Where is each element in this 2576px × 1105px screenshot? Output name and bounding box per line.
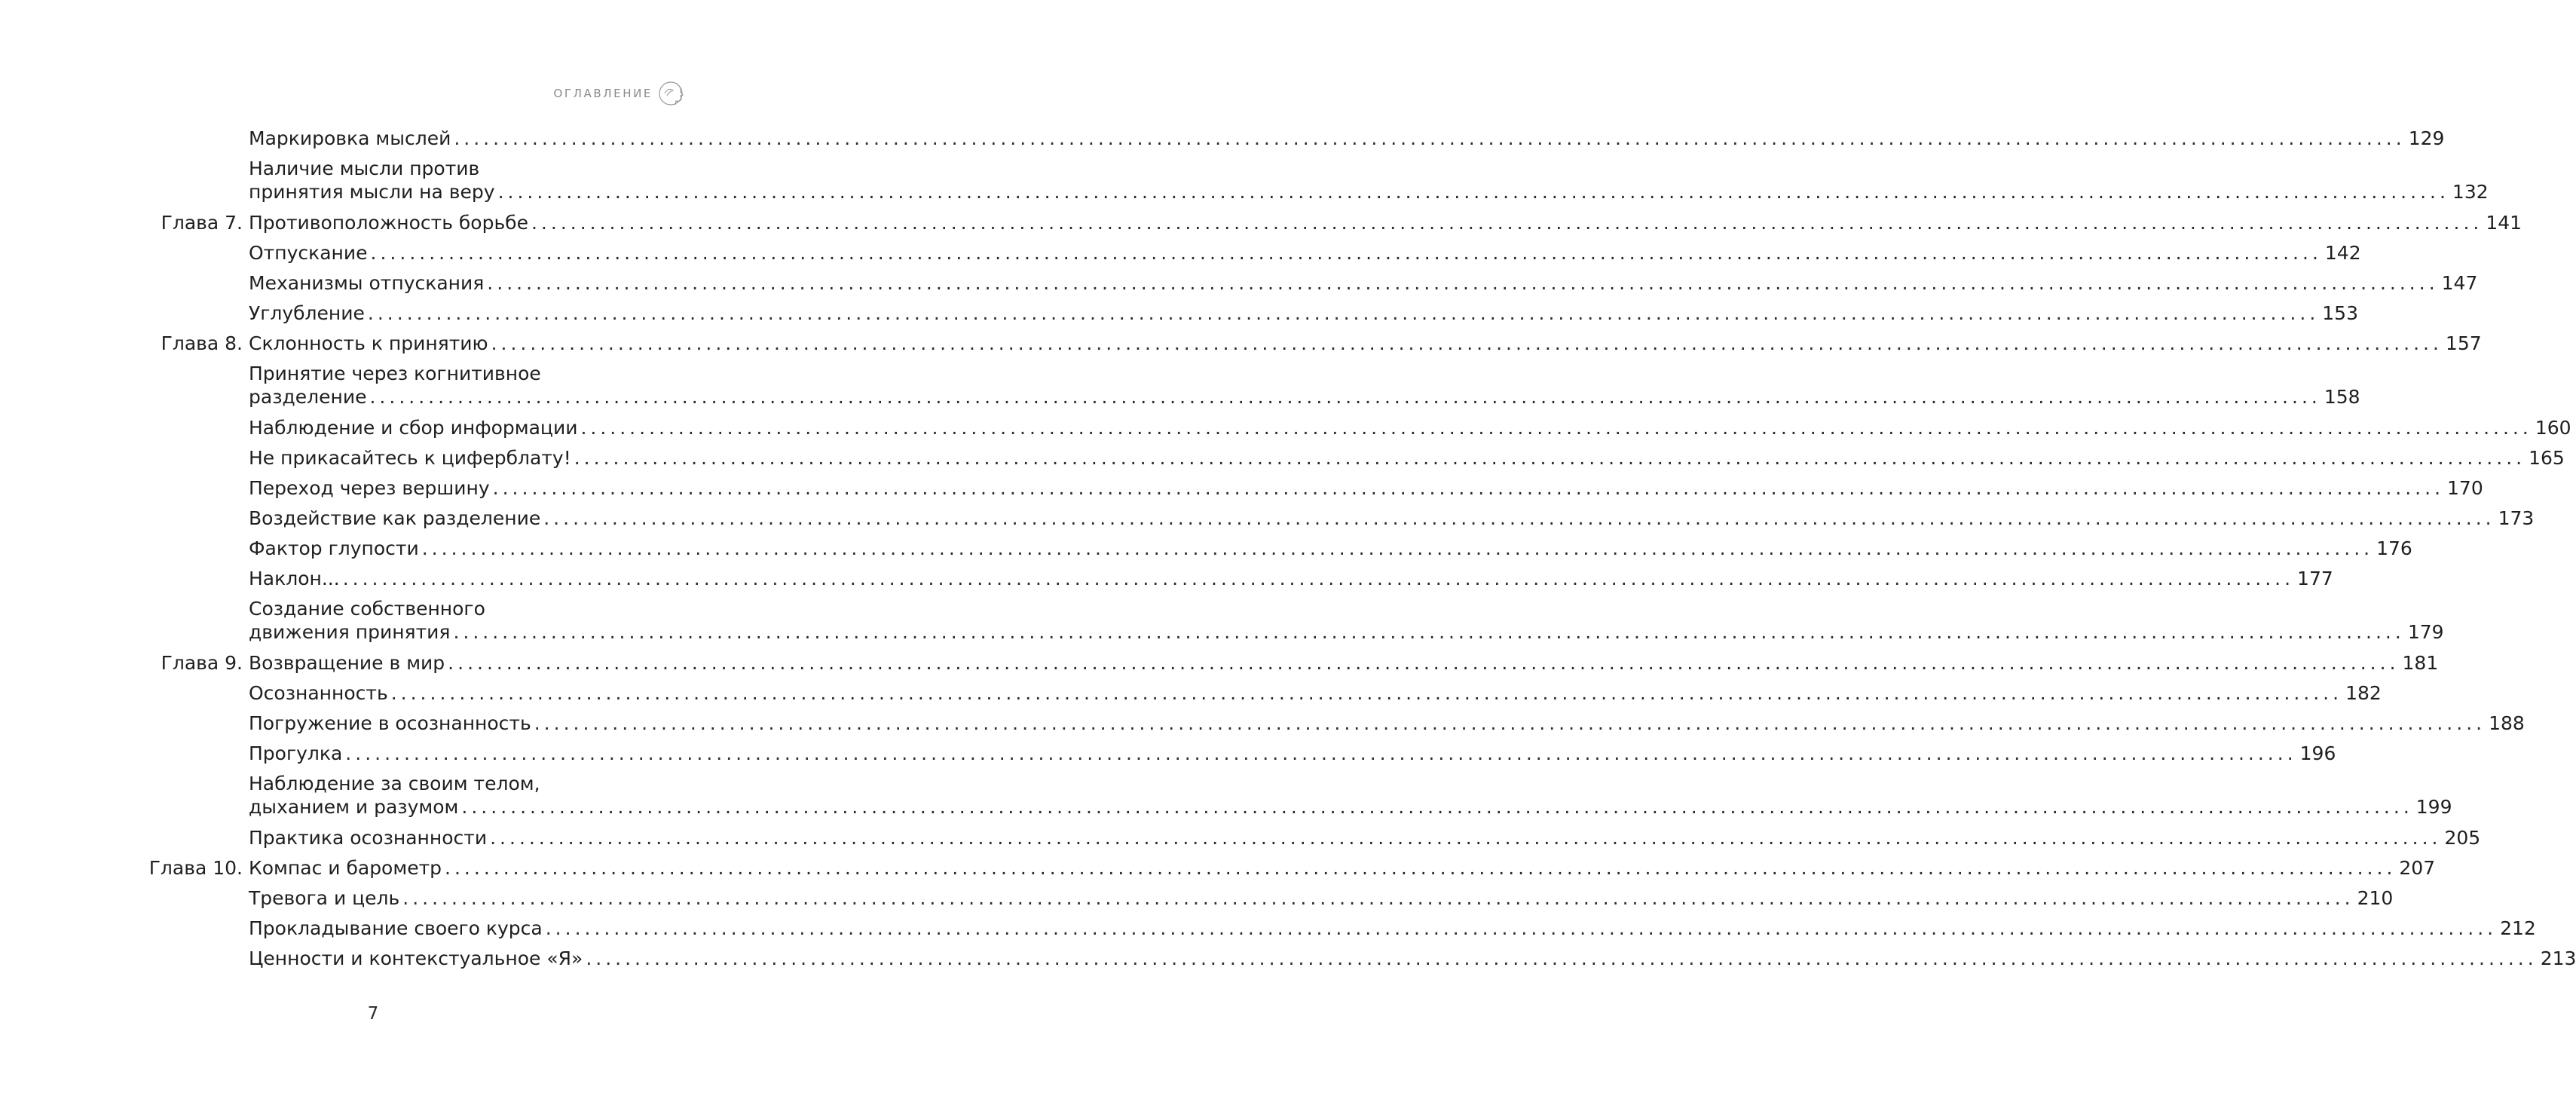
toc-entry-title: Осознанность bbox=[249, 682, 388, 704]
toc-entry-title: Наклон... bbox=[249, 568, 340, 589]
dot-leader: ........................................................................................................................................................................................................ bbox=[342, 568, 2295, 589]
toc-page-number: 188 bbox=[2489, 712, 2525, 734]
dot-leader: ........................................................................................................................................................................................................ bbox=[574, 447, 2526, 469]
toc-page-number: 212 bbox=[2500, 917, 2536, 939]
toc-entry bbox=[249, 270, 2478, 300]
dot-leader: ........................................................................................................................................................................................................ bbox=[580, 417, 2532, 439]
dot-leader: ........................................................................................................................................................................................................ bbox=[448, 652, 2400, 674]
toc-entry-title: принятия мысли на веру bbox=[249, 181, 495, 203]
dot-leader: ........................................................................................................................................................................................................ bbox=[370, 242, 2322, 264]
toc-entry bbox=[148, 855, 2436, 885]
toc-page-number: 132 bbox=[2452, 181, 2489, 203]
running-header-title: ОГЛАВЛЕНИЕ bbox=[553, 87, 653, 100]
toc-entry-title: Возвращение в мир bbox=[249, 652, 445, 674]
toc-entry bbox=[249, 240, 2361, 270]
toc-entry bbox=[249, 740, 2336, 770]
dot-leader: ........................................................................................................................................................................................................ bbox=[543, 507, 2495, 529]
toc-page-number: 173 bbox=[2498, 507, 2535, 529]
dot-leader: ........................................................................................................................................................................................................ bbox=[369, 386, 2321, 408]
toc-entry-title: Механизмы отпускания bbox=[249, 272, 485, 294]
toc-page-number: 158 bbox=[2324, 386, 2360, 408]
dot-leader: ........................................................................................................................................................................................................ bbox=[487, 272, 2439, 294]
dot-leader: ........................................................................................................................................................................................................ bbox=[534, 712, 2486, 734]
toc-entry bbox=[249, 710, 2525, 740]
toc-entry-title: Воздействие как разделение bbox=[249, 507, 541, 529]
toc-entry bbox=[249, 125, 2445, 155]
chapter-label: Глава 9. bbox=[161, 652, 243, 674]
toc-page-number: 207 bbox=[2399, 857, 2436, 879]
toc-entry-title: движения принятия bbox=[249, 621, 451, 643]
toc-entry bbox=[249, 360, 2360, 415]
face-profile-icon bbox=[656, 78, 689, 109]
toc-entry-title: Переход через вершину bbox=[249, 477, 490, 499]
toc-entry-title: Не прикасайтесь к циферблату! bbox=[249, 447, 571, 469]
dot-leader: ........................................................................................................................................................................................................ bbox=[345, 742, 2297, 764]
toc-page-number: 170 bbox=[2447, 477, 2483, 499]
toc-entry-title: Наблюдение и сбор информации bbox=[249, 417, 578, 439]
toc-entry-title-line: Принятие через когнитивное bbox=[249, 363, 541, 384]
toc-entry-title: Компас и барометр bbox=[249, 857, 442, 879]
table-of-contents bbox=[0, 125, 2576, 975]
toc-page-number: 176 bbox=[2376, 537, 2412, 559]
page-number: 7 bbox=[367, 1004, 379, 1024]
toc-entry-title: Тревога и цель bbox=[249, 887, 400, 909]
toc-entry-title: Отпускание bbox=[249, 242, 368, 264]
toc-entry bbox=[249, 885, 2394, 915]
dot-leader: ........................................................................................................................................................................................................ bbox=[531, 212, 2483, 234]
toc-page-number: 141 bbox=[2486, 212, 2522, 234]
toc-entry-title: Ценности и контекстуальное «Я» bbox=[249, 947, 583, 969]
toc-entry bbox=[161, 210, 2522, 240]
toc-entry-title: Погружение в осознанность bbox=[249, 712, 531, 734]
toc-entry-title: Маркировка мыслей bbox=[249, 127, 451, 149]
chapter-label: Глава 10. bbox=[148, 857, 243, 879]
chapter-label: Глава 8. bbox=[161, 332, 243, 354]
toc-entry bbox=[249, 415, 2571, 445]
toc-entry bbox=[249, 535, 2412, 565]
toc-page-number: 160 bbox=[2535, 417, 2571, 439]
dot-leader: ........................................................................................................................................................................................................ bbox=[454, 127, 2406, 149]
dot-leader: ........................................................................................................................................................................................................ bbox=[545, 917, 2498, 939]
toc-entry bbox=[161, 650, 2439, 680]
toc-entry-title: Прокладывание своего курса bbox=[249, 917, 543, 939]
toc-entry-title: Практика осознанности bbox=[249, 827, 488, 849]
dot-leader: ........................................................................................................................................................................................................ bbox=[497, 181, 2449, 203]
dot-leader: ........................................................................................................................................................................................................ bbox=[367, 302, 2320, 324]
dot-leader: ........................................................................................................................................................................................................ bbox=[421, 537, 2374, 559]
toc-page-number: 213 bbox=[2540, 947, 2576, 969]
toc-page-number: 142 bbox=[2324, 242, 2361, 264]
toc-entry bbox=[249, 945, 2576, 975]
dot-leader: ........................................................................................................................................................................................................ bbox=[491, 332, 2443, 354]
toc-entry bbox=[249, 565, 2333, 595]
toc-entry bbox=[249, 825, 2481, 855]
toc-page-number: 129 bbox=[2408, 127, 2445, 149]
toc-page-number: 157 bbox=[2445, 332, 2482, 354]
toc-entry-title: Противоположность борьбе bbox=[249, 212, 528, 234]
toc-entry-title: Углубление bbox=[249, 302, 365, 324]
toc-entry bbox=[249, 915, 2536, 945]
toc-page-number: 196 bbox=[2299, 742, 2336, 764]
toc-page-number: 153 bbox=[2322, 302, 2358, 324]
toc-page-number: 177 bbox=[2297, 568, 2333, 589]
toc-entry bbox=[249, 505, 2535, 535]
toc-page-number: 179 bbox=[2407, 621, 2444, 643]
toc-entry bbox=[249, 475, 2483, 505]
dot-leader: ........................................................................................................................................................................................................ bbox=[390, 682, 2343, 704]
toc-entry-title: Фактор глупости bbox=[249, 537, 419, 559]
dot-leader: ........................................................................................................................................................................................................ bbox=[490, 827, 2442, 849]
toc-entry bbox=[249, 155, 2489, 210]
dot-leader: ........................................................................................................................................................................................................ bbox=[445, 857, 2397, 879]
toc-entry-title: разделение bbox=[249, 386, 367, 408]
toc-entry bbox=[249, 300, 2358, 330]
toc-page-number: 147 bbox=[2441, 272, 2478, 294]
dot-leader: ........................................................................................................................................................................................................ bbox=[402, 887, 2354, 909]
toc-entry-title-line: Наличие мысли против bbox=[249, 158, 480, 179]
toc-entry bbox=[249, 680, 2382, 710]
toc-page-number: 205 bbox=[2444, 827, 2481, 849]
chapter-label: Глава 7. bbox=[161, 212, 243, 234]
toc-entry-title-line: Создание собственного bbox=[249, 598, 485, 620]
toc-entry bbox=[249, 445, 2565, 475]
toc-entry-title: Склонность к принятию bbox=[249, 332, 488, 354]
toc-entry bbox=[249, 770, 2452, 825]
toc-page-number: 181 bbox=[2402, 652, 2439, 674]
toc-entry-title-line: Наблюдение за своим телом, bbox=[249, 773, 540, 794]
dot-leader: ........................................................................................................................................................................................................ bbox=[461, 796, 2413, 818]
toc-entry bbox=[161, 330, 2482, 360]
dot-leader: ........................................................................................................................................................................................................ bbox=[586, 947, 2538, 969]
running-header bbox=[553, 78, 689, 109]
toc-page-number: 182 bbox=[2345, 682, 2382, 704]
toc-page-number: 165 bbox=[2529, 447, 2565, 469]
toc-entry bbox=[249, 595, 2444, 650]
dot-leader: ........................................................................................................................................................................................................ bbox=[492, 477, 2445, 499]
toc-entry-title: Прогулка bbox=[249, 742, 343, 764]
toc-entry-title: дыханием и разумом bbox=[249, 796, 459, 818]
dot-leader: ........................................................................................................................................................................................................ bbox=[453, 621, 2405, 643]
toc-page-number: 199 bbox=[2415, 796, 2452, 818]
toc-page-number: 210 bbox=[2357, 887, 2394, 909]
